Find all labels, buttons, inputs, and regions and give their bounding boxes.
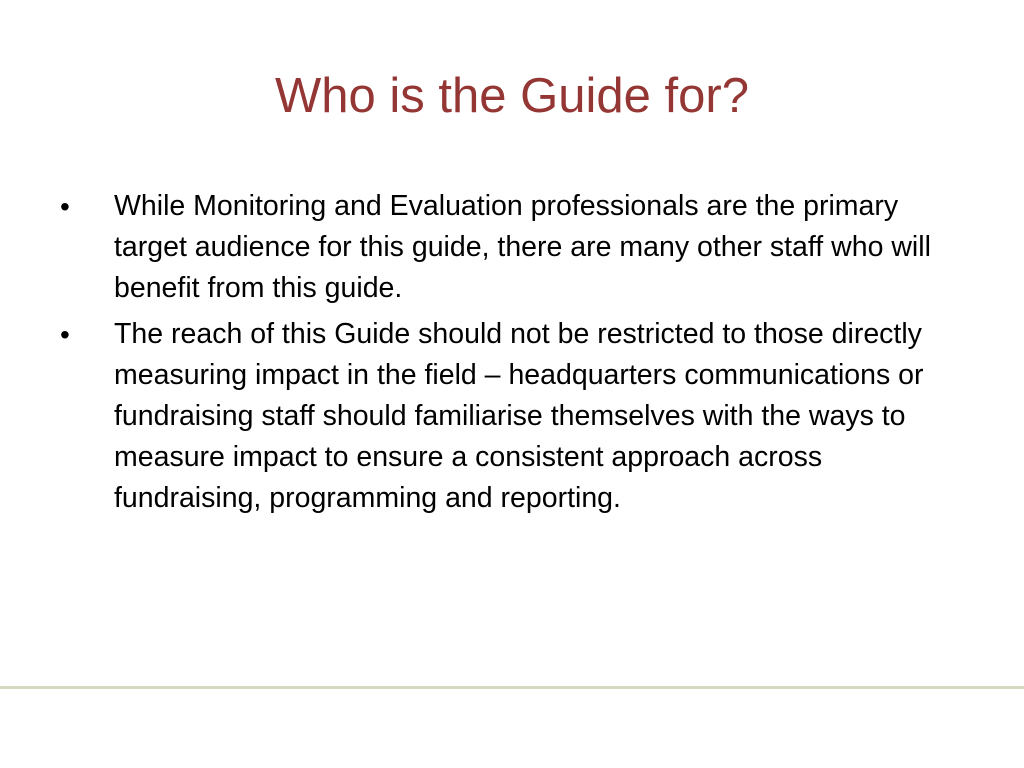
- bullet-item: [58, 314, 968, 519]
- bullet-text: While Monitoring and Evaluation professionals are the primary target audience for this guide, there are many other staff who will benefit from this guide.: [114, 190, 931, 304]
- bullet-list: [58, 186, 968, 524]
- bullet-marker: •: [60, 319, 70, 350]
- bullet-marker: •: [60, 191, 70, 222]
- slide-title: Who is the Guide for?: [275, 69, 749, 123]
- footer-divider: [0, 686, 1024, 689]
- bullet-text: The reach of this Guide should not be restricted to those directly measuring impact in the field – headquarters communications or fundraising staff should familiarise themselves with the ways to measure impact to ensure a consistent approach across fundraising, programming and reporting.: [114, 318, 924, 514]
- bullet-item: [58, 186, 968, 309]
